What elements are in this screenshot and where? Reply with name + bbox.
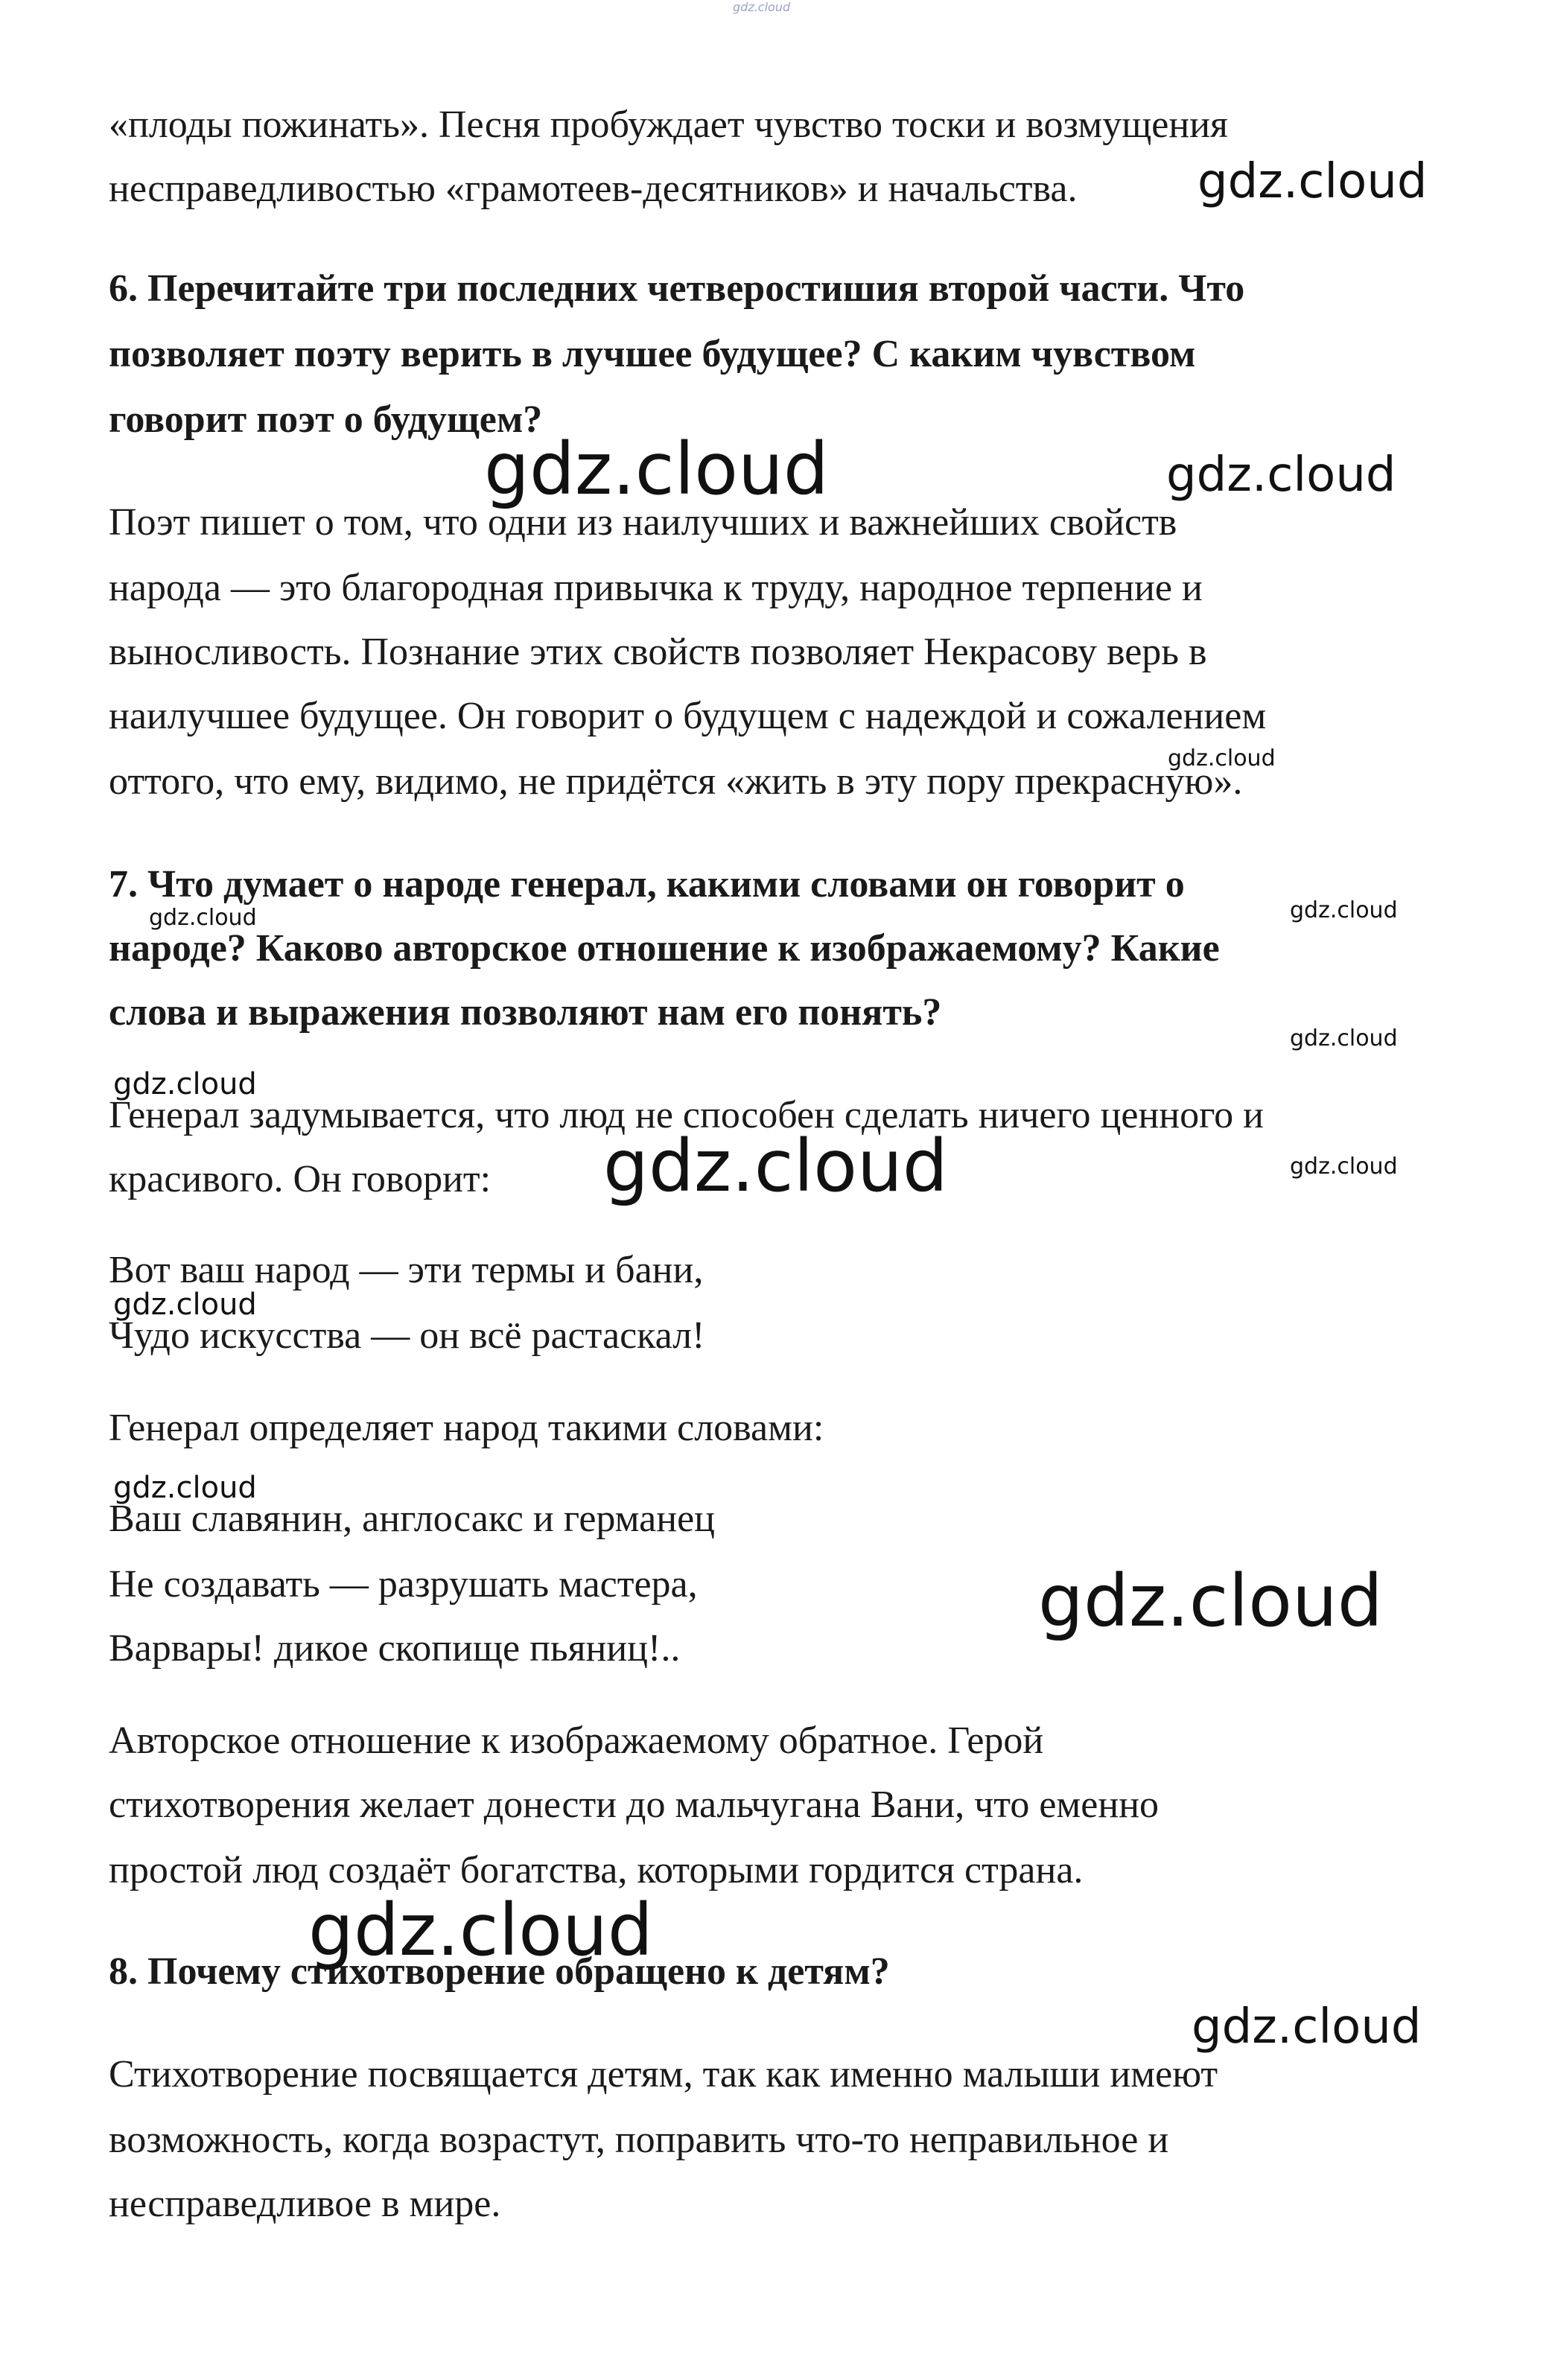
q6-question-line-2: позволяет поэту верить в лучшее будущее? С каким чувством [109, 333, 1196, 375]
q7-answer-end-line-1: Авторское отношение к изображаемому обратное. Герой [109, 1719, 1044, 1762]
watermark: gdz.cloud [1192, 1999, 1422, 2055]
q7-quote2-line-3: Варвары! дикое скопище пьяниц!.. [109, 1627, 681, 1670]
q7-answer-end-line-2: стихотворения желает донести до мальчугана Вани, что еменно [109, 1784, 1160, 1826]
watermark: gdz.cloud [484, 427, 829, 511]
q7-question-line-1: 7. Что думает о народе генерал, какими словами он говорит о [109, 863, 1185, 906]
watermark: gdz.cloud [308, 1889, 653, 1972]
watermark: gdz.cloud [1290, 1154, 1398, 1180]
watermark: gdz.cloud [113, 1471, 257, 1505]
q7-answer-mid: Генерал определяет народ такими словами: [109, 1407, 824, 1449]
q8-answer-line-3: несправедливое в мире. [109, 2183, 501, 2225]
q6-answer-line-3: выносливость. Познание этих свойств позволяет Некрасову верь в [109, 631, 1207, 673]
q7-answer-intro-line-1: Генерал задумывается, что люд не способен сделать ничего ценного и [109, 1094, 1264, 1136]
q7-quote1-line-1: Вот ваш народ — эти термы и бани, [109, 1249, 704, 1291]
q7-quote1-line-2: Чудо искусства — он всё растаскал! [109, 1314, 705, 1357]
watermark: gdz.cloud [149, 905, 257, 931]
intro-line-1: «плоды пожинать». Песня пробуждает чувство тоски и возмущения [109, 104, 1228, 146]
watermark: gdz.cloud [1197, 154, 1428, 209]
q7-quote2-line-2: Не создавать — разрушать мастера, [109, 1563, 698, 1606]
watermark: gdz.cloud [1038, 1559, 1383, 1643]
watermark: gdz.cloud [1290, 1025, 1398, 1051]
q6-answer-line-2: народа — это благородная привычка к труду, народное терпение и [109, 567, 1203, 609]
watermark: gdz.cloud [1166, 448, 1396, 503]
intro-line-2: несправедливостью «грамотеев-десятников» и начальства. [109, 168, 1078, 210]
watermark: gdz.cloud [1168, 745, 1276, 771]
q6-answer-line-4: наилучшее будущее. Он говорит о будущем с надеждой и сожалением [109, 695, 1267, 737]
q8-question: 8. Почему стихотворение обращено к детям? [109, 1950, 890, 1993]
q7-answer-intro-line-2: красивого. Он говорит: [109, 1158, 492, 1200]
q6-answer-line-1: Поэт пишет о том, что одни из наилучших и важнейших свойств [109, 501, 1177, 544]
q8-answer-line-2: возможность, когда возрастут, поправить что-то неправильное и [109, 2119, 1169, 2161]
q8-answer-line-1: Стихотворение посвящается детям, так как именно малыши имеют [109, 2053, 1218, 2096]
watermark: gdz.cloud [603, 1124, 948, 1208]
q6-answer-line-5: оттого, что ему, видимо, не придётся «жить в эту пору прекрасную». [109, 760, 1243, 803]
q7-quote2-line-1: Ваш славянин, англосакс и германец [109, 1498, 715, 1540]
watermark: gdz.cloud [894, 2321, 1002, 2347]
q7-question-line-2: народе? Каково авторское отношение к изображаемому? Какие [109, 927, 1220, 970]
q6-question-line-1: 6. Перечитайте три последних четверостишия второй части. Что [109, 267, 1245, 310]
header-watermark: gdz.cloud [733, 0, 791, 14]
watermark: gdz.cloud [113, 1288, 257, 1322]
watermark: gdz.cloud [1290, 897, 1398, 923]
watermark: gdz.cloud [113, 1067, 257, 1101]
q7-answer-end-line-3: простой люд создаёт богатства, которыми гордится страна. [109, 1849, 1084, 1891]
q7-question-line-3: слова и выражения позволяют нам его понять? [109, 991, 942, 1034]
q6-question-line-3: говорит поэт о будущем? [109, 398, 543, 441]
